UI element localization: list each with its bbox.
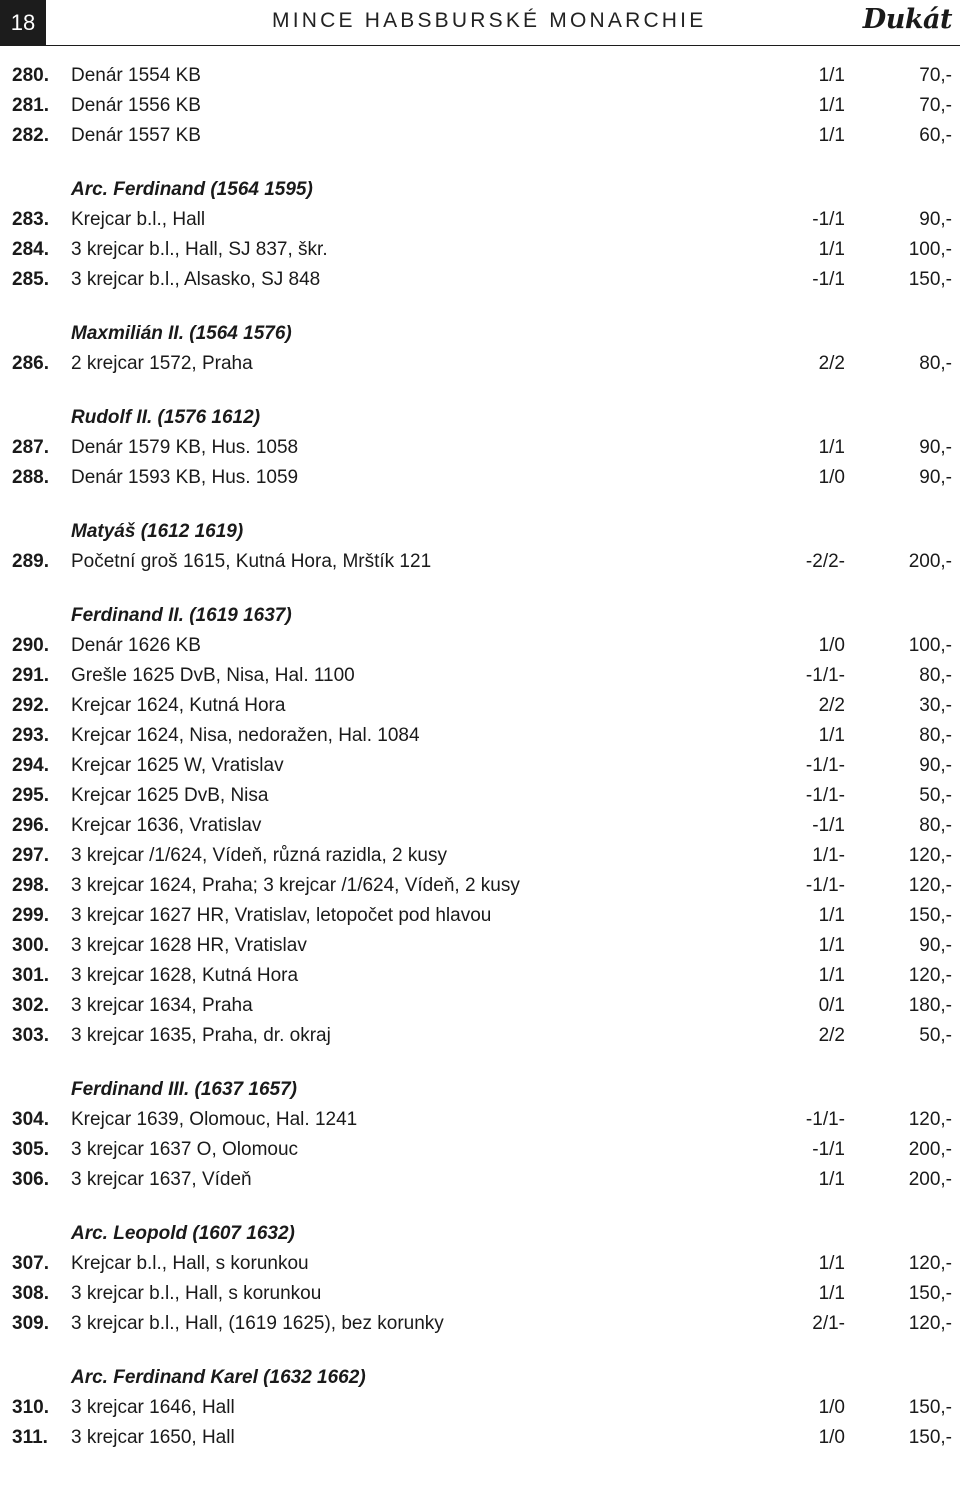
catalog-row (0, 121, 960, 151)
catalog-row (0, 205, 960, 235)
section-title (71, 1363, 366, 1393)
condition-grade: 1/1 (818, 239, 845, 260)
condition-grade: -1/1- (805, 785, 845, 806)
section-title (71, 403, 260, 433)
price: 30,- (919, 695, 952, 716)
coin-description: 3 krejcar 1628, Kutná Hora (71, 965, 299, 986)
catalog-row (0, 1105, 960, 1135)
catalog-row (0, 811, 960, 841)
section-heading (0, 175, 960, 205)
catalog-row (0, 1021, 960, 1051)
condition-grade: 1/1 (818, 905, 845, 926)
section-heading (0, 319, 960, 349)
lot-number: 294. (12, 755, 49, 776)
price: 80,- (919, 815, 952, 836)
lot-number: 289. (12, 551, 49, 572)
coin-description: 3 krejcar b.l., Hall, SJ 837, škr. (71, 239, 328, 260)
price: 150,- (908, 1397, 952, 1418)
section-title (71, 1075, 297, 1105)
condition-grade: 1/0 (818, 1397, 845, 1418)
page-header (0, 0, 960, 46)
coin-description: Denár 1579 KB, Hus. 1058 (71, 437, 299, 458)
lot-number: 307. (12, 1253, 49, 1274)
lot-number: 306. (12, 1169, 49, 1190)
catalog-row (0, 433, 960, 463)
lot-number: 284. (12, 239, 49, 260)
coin-description: 3 krejcar b.l., Hall, (1619 1625), bez korunky (71, 1313, 444, 1334)
lot-number: 302. (12, 995, 49, 1016)
condition-grade: 1/1 (818, 95, 845, 116)
reign-years: (1637 1657) (194, 1079, 297, 1100)
section-heading (0, 601, 960, 631)
section-heading (0, 403, 960, 433)
coin-description: Krejcar 1625 W, Vratislav (71, 755, 284, 776)
catalog-row (0, 349, 960, 379)
section-heading (0, 517, 960, 547)
lot-number: 282. (12, 125, 49, 146)
lot-number: 285. (12, 269, 49, 290)
coin-description: Krejcar 1639, Olomouc, Hal. 1241 (71, 1109, 358, 1130)
catalog-row (0, 547, 960, 577)
lot-number: 296. (12, 815, 49, 836)
price: 120,- (908, 1313, 952, 1334)
condition-grade: 1/1 (818, 65, 845, 86)
condition-grade: -1/1- (805, 1109, 845, 1130)
condition-grade: 2/2 (818, 695, 845, 716)
coin-description: 3 krejcar 1637 O, Olomouc (71, 1139, 299, 1160)
condition-grade: -1/1 (812, 209, 845, 230)
price: 70,- (919, 95, 952, 116)
catalog-row (0, 61, 960, 91)
coin-description: 3 krejcar 1627 HR, Vratislav, letopočet pod hlavou (71, 905, 492, 926)
price: 150,- (908, 1283, 952, 1304)
coin-description: 3 krejcar 1628 HR, Vratislav (71, 935, 307, 956)
price: 100,- (908, 239, 952, 260)
coin-description: Denár 1554 KB (71, 65, 201, 86)
catalog-row (0, 721, 960, 751)
reign-years: (1619 1637) (189, 605, 292, 626)
ruler-name: Arc. Ferdinand Karel (71, 1367, 258, 1388)
condition-grade: 1/1- (812, 845, 845, 866)
catalog-row (0, 781, 960, 811)
catalog-row (0, 991, 960, 1021)
price: 200,- (908, 551, 952, 572)
price: 100,- (908, 635, 952, 656)
price: 60,- (919, 125, 952, 146)
catalog-row (0, 1393, 960, 1423)
coin-description: Početní groš 1615, Kutná Hora, Mrštík 121 (71, 551, 432, 572)
price: 90,- (919, 467, 952, 488)
condition-grade: -1/1 (812, 815, 845, 836)
coin-description: Krejcar b.l., Hall (71, 209, 206, 230)
coin-description: Denár 1626 KB (71, 635, 201, 656)
price: 120,- (908, 965, 952, 986)
section-heading (0, 1075, 960, 1105)
ruler-name: Ferdinand II. (71, 605, 184, 626)
page-number: 18 (0, 0, 46, 46)
condition-grade: 2/2 (818, 353, 845, 374)
catalog-row (0, 871, 960, 901)
coin-description: Denár 1593 KB, Hus. 1059 (71, 467, 299, 488)
coin-description: Denár 1557 KB (71, 125, 201, 146)
condition-grade: 2/1- (812, 1313, 845, 1334)
coin-description: 3 krejcar 1637, Vídeň (71, 1169, 252, 1190)
catalog-row (0, 1249, 960, 1279)
condition-grade: 2/2 (818, 1025, 845, 1046)
reign-years: (1607 1632) (192, 1223, 295, 1244)
price: 50,- (919, 1025, 952, 1046)
coin-description: Krejcar 1625 DvB, Nisa (71, 785, 269, 806)
coin-description: 3 krejcar 1650, Hall (71, 1427, 235, 1448)
coin-description: Grešle 1625 DvB, Nisa, Hal. 1100 (71, 665, 355, 686)
lot-number: 298. (12, 875, 49, 896)
price: 120,- (908, 1253, 952, 1274)
ruler-name: Maxmilián II. (71, 323, 184, 344)
reign-years: (1564 1576) (189, 323, 292, 344)
section-title (71, 1219, 295, 1249)
lot-number: 308. (12, 1283, 49, 1304)
catalog-row (0, 1165, 960, 1195)
catalog-row (0, 841, 960, 871)
header-divider (46, 45, 960, 46)
lot-number: 310. (12, 1397, 49, 1418)
coin-description: 3 krejcar 1634, Praha (71, 995, 253, 1016)
condition-grade: 1/0 (818, 635, 845, 656)
reign-years: (1564 1595) (210, 179, 313, 200)
coin-description: Krejcar 1636, Vratislav (71, 815, 262, 836)
coin-description: 3 krejcar b.l., Alsasko, SJ 848 (71, 269, 321, 290)
price: 90,- (919, 755, 952, 776)
reign-years: (1632 1662) (263, 1367, 366, 1388)
price: 90,- (919, 209, 952, 230)
lot-number: 293. (12, 725, 49, 746)
catalog-row (0, 265, 960, 295)
lot-number: 288. (12, 467, 49, 488)
coin-description: 3 krejcar 1635, Praha, dr. okraj (71, 1025, 331, 1046)
catalog-row (0, 1279, 960, 1309)
price: 90,- (919, 935, 952, 956)
lot-number: 281. (12, 95, 49, 116)
reign-years: (1576 1612) (157, 407, 261, 428)
lot-number: 297. (12, 845, 49, 866)
ruler-name: Rudolf II. (71, 407, 153, 428)
coin-description: Krejcar 1624, Nisa, nedoražen, Hal. 1084 (71, 725, 420, 746)
condition-grade: 1/1 (818, 1283, 845, 1304)
condition-grade: 1/1 (818, 1253, 845, 1274)
price: 120,- (908, 875, 952, 896)
condition-grade: 1/1 (818, 437, 845, 458)
price: 80,- (919, 665, 952, 686)
lot-number: 309. (12, 1313, 49, 1334)
catalog-row (0, 691, 960, 721)
coin-description: Krejcar 1624, Kutná Hora (71, 695, 286, 716)
condition-grade: -1/1 (812, 269, 845, 290)
price: 50,- (919, 785, 952, 806)
condition-grade: -1/1- (805, 875, 845, 896)
condition-grade: 1/1 (818, 125, 845, 146)
coin-description: Krejcar b.l., Hall, s korunkou (71, 1253, 309, 1274)
lot-number: 300. (12, 935, 49, 956)
reign-years: (1612 1619) (140, 521, 244, 542)
condition-grade: -1/1- (805, 665, 845, 686)
price: 150,- (908, 905, 952, 926)
lot-number: 286. (12, 353, 49, 374)
condition-grade: 1/0 (818, 1427, 845, 1448)
catalog-row (0, 91, 960, 121)
condition-grade: -1/1 (812, 1139, 845, 1160)
lot-number: 301. (12, 965, 49, 986)
catalog-row (0, 235, 960, 265)
lot-number: 287. (12, 437, 49, 458)
lot-number: 303. (12, 1025, 49, 1046)
catalog-row (0, 931, 960, 961)
catalog-row (0, 751, 960, 781)
section-title (71, 175, 313, 205)
coin-description: Denár 1556 KB (71, 95, 201, 116)
condition-grade: 1/1 (818, 935, 845, 956)
lot-number: 280. (12, 65, 49, 86)
condition-grade: -2/2- (805, 551, 845, 572)
catalog-row (0, 1423, 960, 1453)
ruler-name: Arc. Ferdinand (71, 179, 206, 200)
price: 80,- (919, 353, 952, 374)
catalog-row (0, 661, 960, 691)
catalog-row (0, 463, 960, 493)
price: 150,- (908, 269, 952, 290)
coin-description: 3 krejcar 1646, Hall (71, 1397, 235, 1418)
price: 180,- (908, 995, 952, 1016)
lot-number: 299. (12, 905, 49, 926)
catalog-row (0, 1135, 960, 1165)
section-heading (0, 1219, 960, 1249)
price: 90,- (919, 437, 952, 458)
price: 70,- (919, 65, 952, 86)
ruler-name: Ferdinand III. (71, 1079, 190, 1100)
lot-number: 304. (12, 1109, 49, 1130)
condition-grade: 0/1 (818, 995, 845, 1016)
brand-logo: Dukát (862, 4, 952, 35)
lot-number: 311. (12, 1427, 48, 1448)
page-title: MINCE HABSBURSKÉ MONARCHIE (272, 9, 707, 32)
ruler-name: Arc. Leopold (71, 1223, 188, 1244)
price: 200,- (908, 1169, 952, 1190)
price: 150,- (908, 1427, 952, 1448)
price: 120,- (908, 1109, 952, 1130)
price: 80,- (919, 725, 952, 746)
coin-description: 3 krejcar 1624, Praha; 3 krejcar /1/624, Vídeň, 2 kusy (71, 875, 520, 896)
lot-number: 305. (12, 1139, 49, 1160)
condition-grade: 1/0 (818, 467, 845, 488)
catalog-row (0, 961, 960, 991)
lot-number: 290. (12, 635, 49, 656)
condition-grade: 1/1 (818, 1169, 845, 1190)
coin-description: 3 krejcar b.l., Hall, s korunkou (71, 1283, 322, 1304)
lot-number: 292. (12, 695, 49, 716)
lot-number: 291. (12, 665, 49, 686)
price: 120,- (908, 845, 952, 866)
lot-number: 283. (12, 209, 49, 230)
section-heading (0, 1363, 960, 1393)
condition-grade: 1/1 (818, 965, 845, 986)
ruler-name: Matyáš (71, 521, 136, 542)
section-title (71, 601, 292, 631)
catalog-row (0, 1309, 960, 1339)
catalog-row (0, 901, 960, 931)
lot-number: 295. (12, 785, 49, 806)
section-title (71, 517, 243, 547)
catalog-row (0, 631, 960, 661)
section-title (71, 319, 292, 349)
condition-grade: -1/1- (805, 755, 845, 776)
price: 200,- (908, 1139, 952, 1160)
coin-description: 3 krejcar /1/624, Vídeň, různá razidla, 2 kusy (71, 845, 447, 866)
coin-description: 2 krejcar 1572, Praha (71, 353, 253, 374)
condition-grade: 1/1 (818, 725, 845, 746)
